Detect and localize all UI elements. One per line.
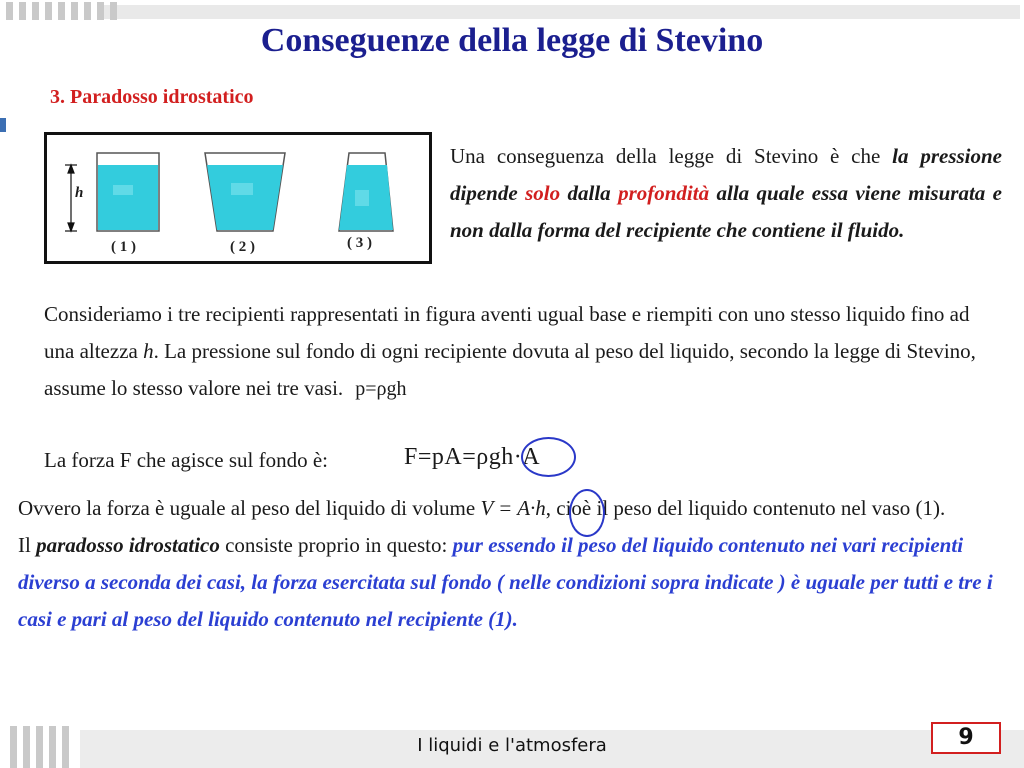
left-accent-mark xyxy=(0,118,6,132)
intro-paragraph xyxy=(450,138,1002,249)
pressure-formula: p=ρgh xyxy=(355,378,407,400)
top-stripes xyxy=(6,2,117,20)
intro-highlight-profondita: profondità xyxy=(618,181,710,205)
intro-text-2: la pressione dipende xyxy=(450,144,1002,205)
para1-h: h xyxy=(143,339,154,363)
paradox-explanation: pur essendo il peso del liquido contenuto nei vari recipienti diverso a seconda dei casi, la forza esercitata sul fondo ( nelle condizioni sopra indicate ) è uguale per tutti e tre i casi e pari al peso del liquido contenuto nel recipiente (1). xyxy=(18,533,993,631)
top-decorative-bar xyxy=(100,5,1020,19)
annotation-circle-gh xyxy=(521,437,576,477)
slide-title: Conseguenze della legge di Stevino xyxy=(260,22,764,59)
force-formula: F=pA=ρgh·A xyxy=(404,444,541,470)
pressure-paragraph xyxy=(44,296,1004,408)
para2-text-2: , cioè il peso del liquido contenuto nel vaso (1). xyxy=(545,496,946,520)
para2-text-1: Ovvero la forza è uguale al peso del liquido di volume xyxy=(18,496,481,520)
footer-title: I liquidi e l'atmosfera xyxy=(417,735,607,756)
force-label: La forza F che agisce sul fondo è: xyxy=(44,448,328,472)
para2-text-3: Il xyxy=(18,533,37,557)
para1-text-1: Consideriamo i tre recipienti rappresentati in figura aventi ugual base e riempiti con uno stesso liquido fino ad una altezza xyxy=(44,302,970,363)
section-subtitle: 3. Paradosso idrostatico xyxy=(50,86,254,108)
paradox-term: paradosso idrostatico xyxy=(36,533,220,557)
paradox-paragraph xyxy=(18,490,1008,638)
container-2 xyxy=(205,153,285,231)
para1-text-2: . La pressione sul fondo di ogni recipiente dovuta al peso del liquido, secondo la legge di Stevino, assume lo stesso valore nei tre vasi. xyxy=(44,339,976,400)
intro-text-4: dalla xyxy=(560,181,619,205)
para2-text-5: consiste proprio in questo: xyxy=(219,533,453,557)
container-label-3: ( 3 ) xyxy=(347,235,372,251)
height-label: h xyxy=(75,185,84,201)
container-label-1: ( 1 ) xyxy=(111,239,136,255)
annotation-circle-v xyxy=(569,489,605,537)
intro-text-1: Una conseguenza della legge di Stevino è che xyxy=(450,144,893,168)
container-3 xyxy=(339,153,393,231)
container-1 xyxy=(97,153,159,231)
intro-text-6: alla quale essa viene misurata e non dalla forma del recipiente che contiene il fluido. xyxy=(450,181,1002,242)
containers-figure xyxy=(44,132,432,264)
volume-formula: V = A·h xyxy=(480,496,546,520)
intro-highlight-solo: solo xyxy=(525,181,561,205)
page-number: 9 xyxy=(931,722,1001,754)
container-label-2: ( 2 ) xyxy=(230,239,255,255)
